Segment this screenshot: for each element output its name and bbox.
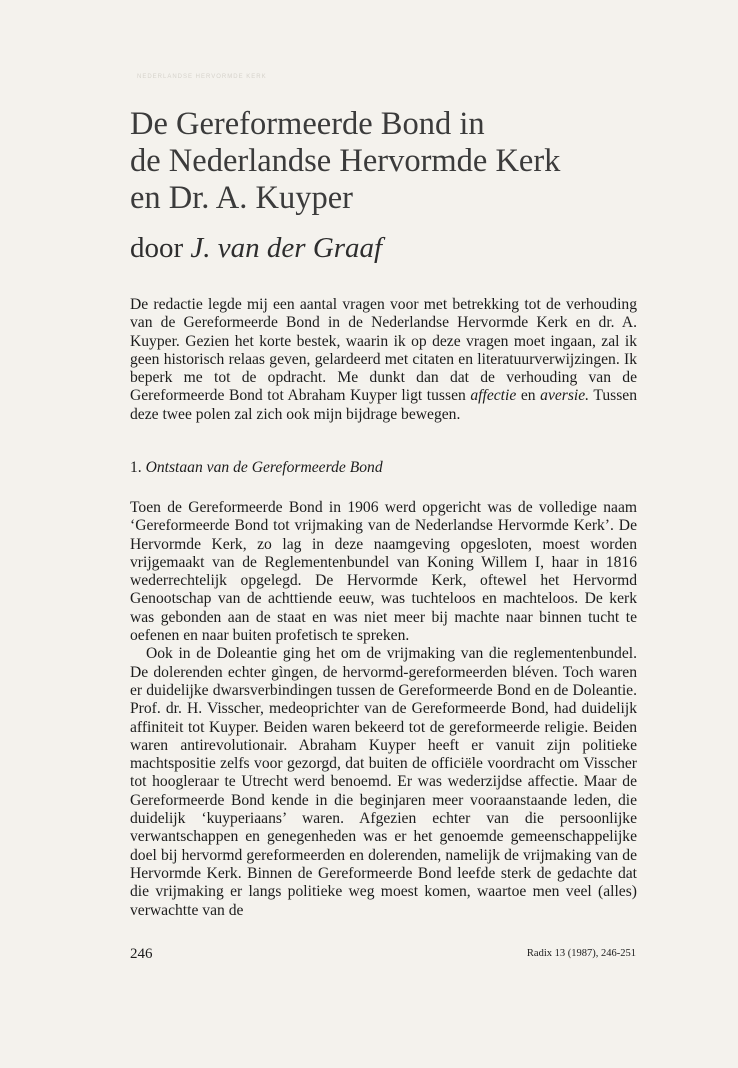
intro-emphasis-affectie: affectie bbox=[470, 387, 517, 405]
intro-text-mid: en bbox=[516, 387, 541, 405]
body-section bbox=[130, 499, 637, 920]
intro-emphasis-aversie: aversie. bbox=[540, 387, 590, 405]
page-number: 246 bbox=[130, 946, 153, 962]
intro-section bbox=[130, 296, 637, 424]
body-paragraph-2: Ook in de Doleantie ging het om de vrijmaking van die reglementenbundel. De dolerenden echter gìngen, de hervormd-gereformeerden bléven. Toch waren er duidelijke dwarsverbindingen tussen de Gereformeerde Bond en de Doleantie. Prof. dr. H. Visscher, medeoprichter van de Gereformeerde Bond, had duidelijk affiniteit tot Kuyper. Beiden waren bekeerd tot de gereformeerde religie. Beiden waren antirevolutionair. Abraham Kuyper heeft er vanuit zijn politieke machtspositie zelfs voor gezorgd, dat buiten de officiële voordracht om Visscher tot hoogleraar te Utrecht werd benoemd. Er was wederzijdse affectie. Maar de Gereformeerde Bond kende in die beginjaren meer vooraanstaande leden, die duidelijk ‘kuyperiaans’ waren. Afgezien echter van die persoonlijke verwantschappen en genegenheden was er het genoemde gemeenschappelijke doel bij hervormd gereformeerden en dolerenden, namelijk de vrijmaking van de Hervormde Kerk. Binnen de Gereformeerde Bond leefde sterk de gedachte dat die vrijmaking er langs politieke weg moest komen, waartoe men veel (alles) verwachtte van de bbox=[130, 645, 637, 919]
bleed-through-running-head: NEDERLANDSE HERVORMDE KERK bbox=[137, 74, 267, 80]
author-name: J. van der Graaf bbox=[190, 232, 383, 264]
title-line-3: en Dr. A. Kuyper bbox=[130, 180, 353, 216]
title-line-1: De Gereformeerde Bond in bbox=[130, 106, 485, 142]
section-heading bbox=[130, 459, 383, 477]
article-title bbox=[130, 106, 650, 217]
intro-text: De redactie legde mij een aantal vragen voor met betrekking tot de verhouding van de Gereformeerde Bond in de Nederlandse Hervormde Kerk en dr. A. Kuyper. Gezien het korte bestek, waarin ik op deze vragen moet ingaan, zal ik geen historisch relaas geven, gelardeerd met citaten en literatuurverwijzingen. Ik beperk me tot de opdracht. Me dunkt dan dat de verhouding van de Gereformeerde Bond tot Abraham Kuyper ligt tussen bbox=[130, 296, 637, 405]
byline-prefix: door bbox=[130, 232, 191, 264]
byline bbox=[130, 231, 382, 265]
intro-text-end: Tussen deze twee polen zal zich ook mijn bijdrage bewegen. bbox=[130, 387, 638, 423]
journal-citation: Radix 13 (1987), 246-251 bbox=[526, 948, 636, 959]
section-title: Ontstaan van de Gereformeerde Bond bbox=[145, 459, 383, 476]
body-paragraph-1: Toen de Gereformeerde Bond in 1906 werd opgericht was de volledige naam ‘Gereformeerde Bond tot vrijmaking van de Nederlandse Hervormde Kerk’. De Hervormde Kerk, zo lag in deze naamgeving opgesloten, moest worden vrijgemaakt van de Reglementenbundel van Koning Willem I, haar in 1816 wederrechtelijk opgelegd. De Hervormde Kerk, oftewel het Hervormd Genootschap van de achttiende eeuw, was tuchteloos en machteloos. De kerk was gebonden aan de staat en was niet meer bij machte naar binnen tucht te oefenen en naar buiten profetisch te spreken. bbox=[130, 499, 637, 645]
title-line-2: de Nederlandse Hervormde Kerk bbox=[130, 143, 561, 179]
section-number: 1. bbox=[130, 459, 146, 476]
intro-paragraph bbox=[130, 296, 637, 424]
